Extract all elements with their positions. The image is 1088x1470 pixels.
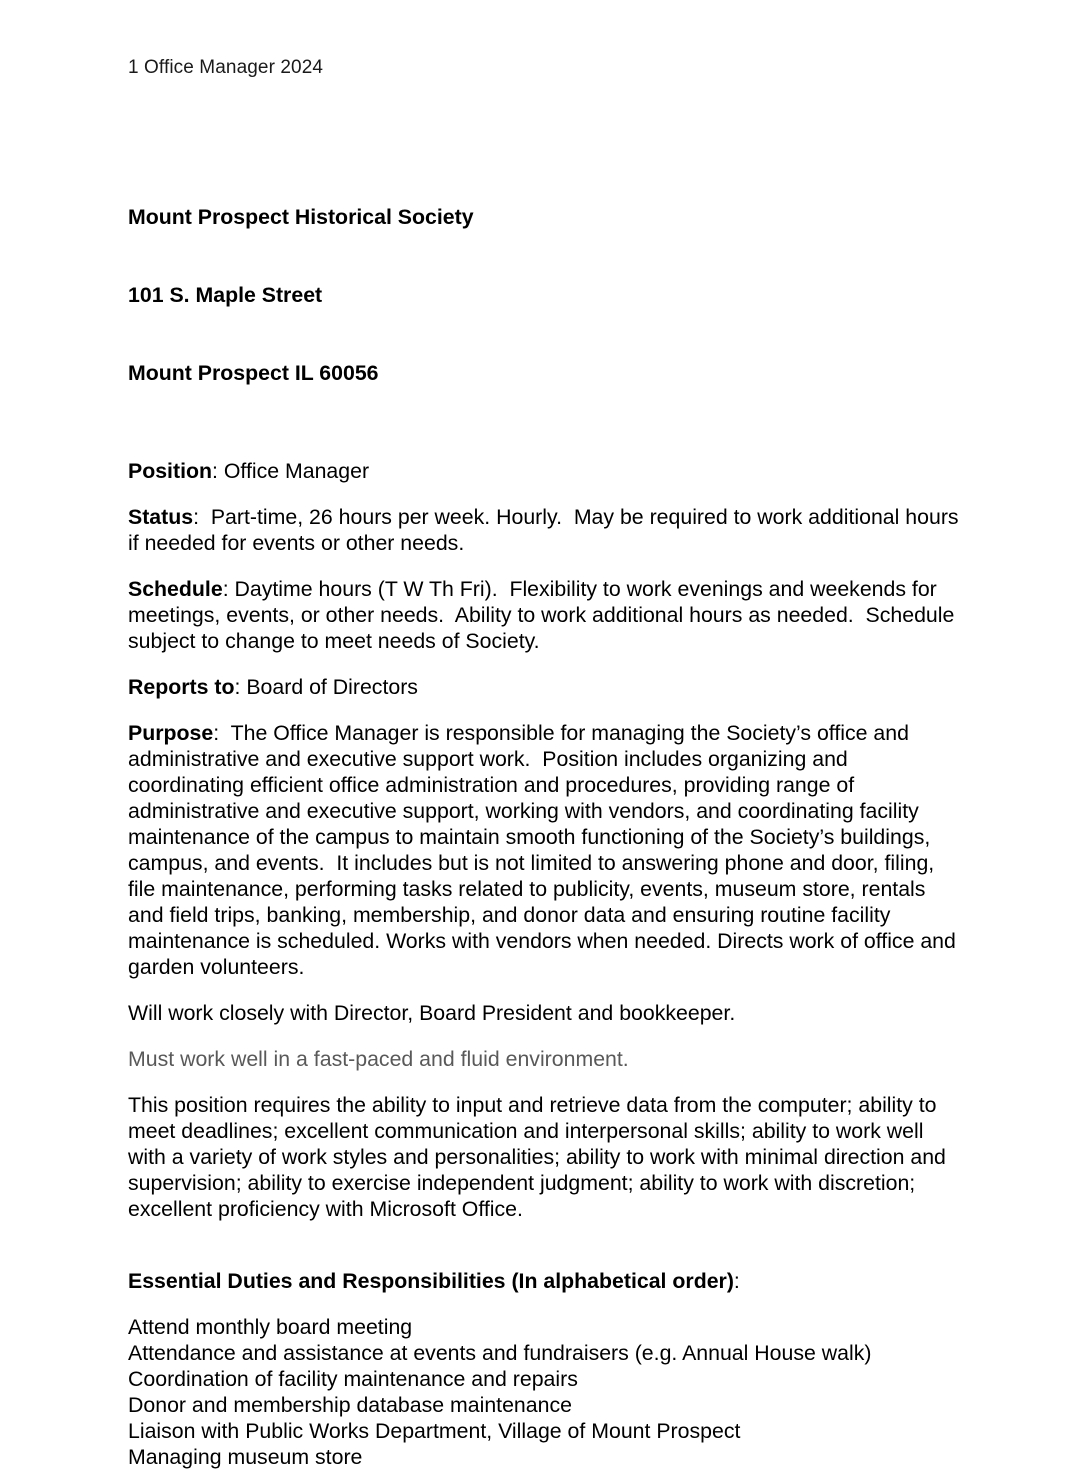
status-value: : Part-time, 26 hours per week. Hourly. May be required to work additional hours if needed for events or other needs. (128, 505, 965, 555)
address-street: 101 S. Maple Street (128, 283, 323, 307)
requirements-paragraph: This position requires the ability to input and retrieve data from the computer; ability to meet deadlines; excellent communication and interpersonal skills; ability to work well with a variety of work styles and personalities; ability to work with minimal direction and supervision; ability to exercise independent judgment; ability to work with discretion; excellent proficiency with Microsoft Office. (128, 1093, 952, 1221)
reports-to-paragraph (128, 674, 960, 700)
purpose-label: Purpose (128, 721, 214, 745)
purpose-value: : The Office Manager is responsible for managing the Society’s office and administrative and executive support work. Position includes organizing and coordinating efficient office administration and procedures, providing range of administrative and executive support, working with vendors, and coordinating facility maintenance of the campus to maintain smooth functioning of the Society’s buildings, campus, and events. It includes but is not limited to answering phone and door, filing, file maintenance, performing tasks related to publicity, events, museum store, rentals and field trips, banking, membership, and donor data and ensuring routine facility maintenance is scheduled. Works with vendors when needed. Directs work of office and garden volunteers. (128, 721, 962, 979)
duties-section-heading (128, 1268, 960, 1294)
duty-item-database-maintenance: Donor and membership database maintenance (128, 1393, 572, 1417)
page-header-label: 1 Office Manager 2024 (128, 57, 324, 78)
duty-item-public-works-liaison: Liaison with Public Works Department, Village of Mount Prospect (128, 1419, 741, 1443)
collaboration-paragraph: Will work closely with Director, Board President and bookkeeper. (128, 1001, 736, 1025)
duties-list (128, 1314, 960, 1470)
organization-name: Mount Prospect Historical Society (128, 205, 474, 229)
reports-to-label: Reports to (128, 675, 235, 699)
position-value: : Office Manager (212, 459, 370, 483)
organization-address-block (128, 152, 960, 438)
environment-paragraph: Must work well in a fast-paced and fluid environment. (128, 1047, 629, 1071)
schedule-label: Schedule (128, 577, 223, 601)
duty-item-events-fundraisers: Attendance and assistance at events and fundraisers (e.g. Annual House walk) (128, 1341, 872, 1365)
status-label: Status (128, 505, 194, 529)
schedule-value: : Daytime hours (T W Th Fri). Flexibility to work evenings and weekends for meetings, events, or other needs. Ability to work additional hours as needed. Schedule subject to change to meet needs of Society. (128, 577, 961, 653)
duty-item-board-meeting: Attend monthly board meeting (128, 1315, 413, 1339)
duty-item-museum-store: Managing museum store (128, 1445, 363, 1469)
duty-item-facility-maintenance: Coordination of facility maintenance and repairs (128, 1367, 578, 1391)
address-city-state-zip: Mount Prospect IL 60056 (128, 361, 379, 385)
status-paragraph (128, 504, 965, 556)
document-body (128, 152, 965, 1470)
schedule-paragraph (128, 576, 960, 654)
purpose-paragraph (128, 720, 960, 980)
duties-heading-colon: : (733, 1269, 740, 1293)
position-paragraph (128, 458, 960, 484)
reports-to-value: : Board of Directors (234, 675, 418, 699)
position-label: Position (128, 459, 213, 483)
duties-heading-label: Essential Duties and Responsibilities (In alphabetical order) (128, 1269, 734, 1293)
